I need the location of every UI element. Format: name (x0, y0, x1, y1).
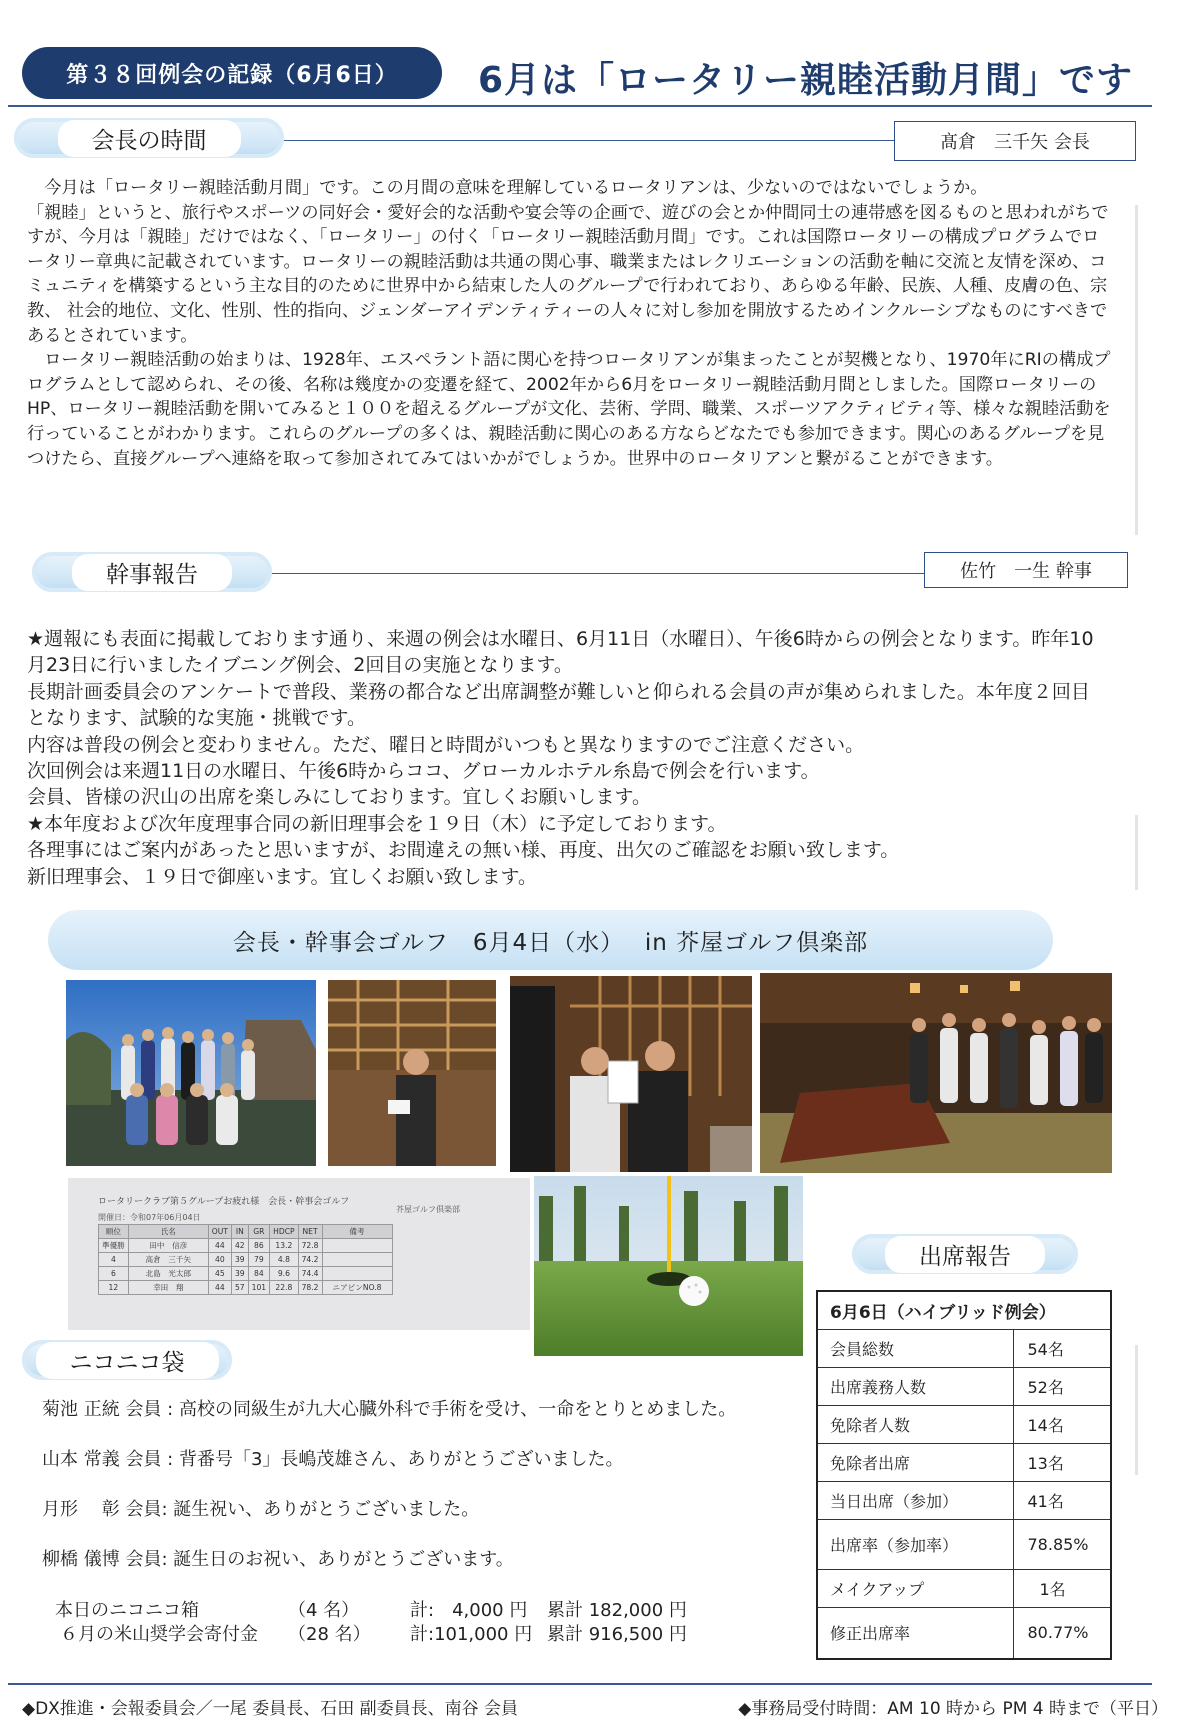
attendance-value: 14名 (1013, 1405, 1111, 1443)
score-cell: 78.2 (298, 1281, 322, 1295)
score-header: GR (248, 1225, 270, 1239)
nikoniko-section-title: ニコニコ袋 (36, 1342, 219, 1379)
donation-count: （28 名） (288, 1624, 371, 1645)
secretary-line: ★本年度および次年度理事合同の新旧理事会を１９日（木）に予定しております。 (27, 812, 727, 835)
president-name-box: 髙倉 三千矢 会長 (894, 121, 1136, 161)
donation-label: ６月の米山奨学会寄付金 (60, 1624, 258, 1645)
secretary-name-box: 佐竹 一生 幹事 (924, 552, 1128, 588)
secretary-line: 各理事にはご案内があったと思いますが、お間違えの無い様、再度、出欠のご確認をお願い致します。 (27, 839, 900, 862)
score-header: HDCP (270, 1225, 298, 1239)
score-header: 氏名 (128, 1225, 208, 1239)
score-cell: 39 (231, 1253, 248, 1267)
score-row (99, 1267, 393, 1281)
theme-title: 6月は「ロータリー親睦活動月間」です (478, 60, 1134, 101)
score-header: 順位 (99, 1225, 129, 1239)
attendance-value: 54名 (1013, 1329, 1111, 1367)
attendance-row (817, 1329, 1111, 1367)
score-cell: 45 (208, 1267, 231, 1281)
attendance-value: 78.85% (1013, 1519, 1111, 1569)
score-sheet-title: ロータリークラブ第５グループお疲れ様 会長・幹事会ゴルフ (98, 1197, 350, 1207)
secretary-line: 新旧理事会、１９日で御座います。宜しくお願い致します。 (27, 865, 537, 888)
attendance-section-tab (852, 1234, 1078, 1274)
secretary-line: 内容は普段の例会と変わりません。ただ、曜日と時間がいつもと異なりますのでご注意ください。 (27, 733, 865, 756)
attendance-table (816, 1290, 1112, 1660)
score-cell: 幸田 翔 (128, 1281, 208, 1295)
attendance-label: 免除者出席 (817, 1443, 1013, 1481)
box-count: （4 名） (288, 1600, 360, 1621)
attendance-value: 1名 (1013, 1569, 1111, 1607)
nikoniko-entry: 月形 彰 会員: 誕生祝い、ありがとうございました。 (42, 1499, 480, 1520)
attendance-row (817, 1481, 1111, 1519)
box-total: 累計 182,000 円 (547, 1600, 687, 1621)
attendance-section-title: 出席報告 (885, 1236, 1045, 1273)
box-label: 本日のニコニコ箱 (55, 1600, 199, 1621)
secretary-report (27, 626, 1107, 890)
golf-ball-photo (534, 1176, 803, 1356)
margin-rule (1135, 1345, 1138, 1475)
score-cell: 74.2 (298, 1253, 322, 1267)
score-cell (322, 1267, 392, 1281)
score-header: 備考 (322, 1225, 392, 1239)
attendance-row (817, 1367, 1111, 1405)
attendance-value: 13名 (1013, 1443, 1111, 1481)
attendance-row (817, 1569, 1111, 1607)
score-cell: 57 (231, 1281, 248, 1295)
attendance-label: 出席義務人数 (817, 1367, 1013, 1405)
score-sheet-date: 開催日：令和07年06月04日 (98, 1213, 201, 1222)
score-row (99, 1239, 393, 1253)
footer-divider (8, 1683, 1152, 1685)
attendance-label: 当日出席（参加） (817, 1481, 1013, 1519)
president-section-line (284, 140, 894, 141)
secretary-line: ★週報にも表面に掲載しております通り、来週の例会は水曜日、6月11日（水曜日）、午後6時からの例会となります。昨年10月23日に行いましたイブニング例会、2回目の実施となります。 (27, 628, 1094, 677)
score-cell: 4.8 (270, 1253, 298, 1267)
score-header: NET (298, 1225, 322, 1239)
score-header: IN (231, 1225, 248, 1239)
score-cell: 田中 信彦 (128, 1239, 208, 1253)
score-cell: 74.4 (298, 1267, 322, 1281)
score-row (99, 1281, 393, 1295)
score-cell: 101 (248, 1281, 270, 1295)
secretary-line: 長期計画委員会のアンケートで普段、業務の都合など出席調整が難しいと仰られる会員の声が集められました。本年度２回目となります、試験的な実施・挑戦です。 (27, 680, 1090, 730)
score-sheet-club: 芥屋ゴルフ倶楽部 (396, 1205, 460, 1214)
president-paragraph: ロータリー親睦活動の始まりは、1928年、エスペラント語に関心を持つロータリアンが集まったことが契機となり、1970年にRIの構成プログラムとして認められ、その後、名称は幾度かの変遷を経て、2002年から6月をロータリー親睦活動月間としました。国際ロータリーのHP、ロータリー親睦活動を開いてみると１００を超えるグループが文化、芸術、学問、職業、スポーツアクティビティ等、様々な親睦活動を行っていることがわかります。これらのグループの多くは、親睦活動に関心のある方ならどなたでも参加できます。関心のあるグループを見つけたら、直接グループへ連絡を取って参加されてみてはいかがでしょうか。世界中のロータリアンと繋がることができます。 (27, 350, 1111, 469)
score-cell: 22.8 (270, 1281, 298, 1295)
margin-rule (1135, 815, 1138, 890)
attendance-table-header: 6月6日（ハイブリッド例会） (817, 1291, 1111, 1329)
score-cell: 39 (231, 1267, 248, 1281)
secretary-section-title: 幹事報告 (72, 554, 232, 591)
attendance-row (817, 1443, 1111, 1481)
score-cell: 13.2 (270, 1239, 298, 1253)
donation-amount: 計:101,000 円 (410, 1624, 533, 1645)
score-cell: 9.6 (270, 1267, 298, 1281)
score-cell: 12 (99, 1281, 129, 1295)
score-cell: 40 (208, 1253, 231, 1267)
attendance-label: 修正出席率 (817, 1607, 1013, 1659)
score-cell: 42 (231, 1239, 248, 1253)
score-cell: 北島 光太郎 (128, 1267, 208, 1281)
secretary-section-line (272, 573, 924, 574)
score-row (99, 1253, 393, 1267)
nikoniko-section-tab (22, 1340, 232, 1380)
score-cell: 準優勝 (99, 1239, 129, 1253)
score-cell: 72.8 (298, 1239, 322, 1253)
score-cell: 79 (248, 1253, 270, 1267)
attendance-value: 80.77% (1013, 1607, 1111, 1659)
margin-rule (1135, 205, 1138, 535)
secretary-section-tab (32, 552, 272, 592)
score-cell: 4 (99, 1253, 129, 1267)
header-divider (8, 105, 1152, 107)
attendance-label: 免除者人数 (817, 1405, 1013, 1443)
secretary-line: 会員、皆様の沢山の出席を楽しみにしております。宜しくお願いします。 (27, 786, 651, 809)
banquet-photo (760, 973, 1112, 1173)
president-message (27, 176, 1112, 471)
attendance-value: 41名 (1013, 1481, 1111, 1519)
golf-event-banner: 会長・幹事会ゴルフ 6月4日（水） in 芥屋ゴルフ倶楽部 (48, 910, 1053, 970)
president-section-tab (14, 118, 284, 158)
office-hours: ◆事務局受付時間：AM 10 時から PM 4 時まで（平日） (738, 1699, 1168, 1719)
score-cell: 6 (99, 1267, 129, 1281)
score-cell: 84 (248, 1267, 270, 1281)
score-table (98, 1224, 393, 1295)
score-cell: 44 (208, 1239, 231, 1253)
nikoniko-entry: 柳橋 儀博 会員: 誕生日のお祝い、ありがとうございます。 (42, 1549, 514, 1570)
group-photo (66, 980, 316, 1166)
donation-total: 累計 916,500 円 (547, 1624, 687, 1645)
attendance-value: 52名 (1013, 1367, 1111, 1405)
meeting-record-badge: 第３８回例会の記録（6月6日） (22, 47, 442, 99)
score-sheet-photo (68, 1178, 530, 1330)
box-amount: 計: 4,000 円 (410, 1600, 528, 1621)
score-cell: 高倉 三千矢 (128, 1253, 208, 1267)
score-cell: 86 (248, 1239, 270, 1253)
award-photo (510, 976, 752, 1172)
attendance-label: 会員総数 (817, 1329, 1013, 1367)
score-cell: ニアピンNO.8 (322, 1281, 392, 1295)
score-cell: 44 (208, 1281, 231, 1295)
speech-photo (328, 980, 496, 1166)
nikoniko-entry: 菊池 正統 会員 : 高校の同級生が九大心臓外科で手術を受け、一命をとりとめました。 (42, 1399, 737, 1420)
attendance-row (817, 1405, 1111, 1443)
secretary-line: 次回例会は来週11日の水曜日、午後6時からココ、グローカルホテル糸島で例会を行います。 (27, 760, 820, 783)
president-paragraph: 「親睦」というと、旅行やスポーツの同好会・愛好会的な活動や宴会等の企画で、遊びの会とか仲間同士の連帯感を図るものと思われがちですが、今月は「親睦」だけではなく、「ロータリー」の付く「ロータリー親睦活動月間」です。これは国際ロータリーの構成プログラムでロータリー章典に記載されています。ロータリーの親睦活動は共通の関心事、職業またはレクリエーションの活動を軸に交流と友情を深め、コミュニティを構築するという主な目的のために世界中から結束した人のグループで行われており、あらゆる年齢、民族、人種、皮膚の色、宗教、 社会的地位、文化、性別、性的指向、ジェンダーアイデンティティーの人々に対し参加を開放するためインクルーシブなものにすべきであるとされています。 (27, 202, 1109, 346)
score-cell (322, 1239, 392, 1253)
attendance-label: メイクアップ (817, 1569, 1013, 1607)
attendance-row (817, 1519, 1111, 1569)
attendance-label: 出席率（参加率） (817, 1519, 1013, 1569)
president-section-title: 会長の時間 (58, 120, 241, 157)
president-paragraph: 今月は「ロータリー親睦活動月間」です。この月間の意味を理解しているロータリアンは、少ないのではないでしょうか。 (27, 178, 988, 198)
score-cell (322, 1253, 392, 1267)
nikoniko-entry: 山本 常義 会員 : 背番号「3」長嶋茂雄さん、ありがとうございました。 (42, 1449, 624, 1470)
attendance-row (817, 1607, 1111, 1659)
committee-credit: ◆DX推進・会報委員会／一尾 委員長、石田 副委員長、南谷 会員 (22, 1699, 519, 1719)
score-header: OUT (208, 1225, 231, 1239)
